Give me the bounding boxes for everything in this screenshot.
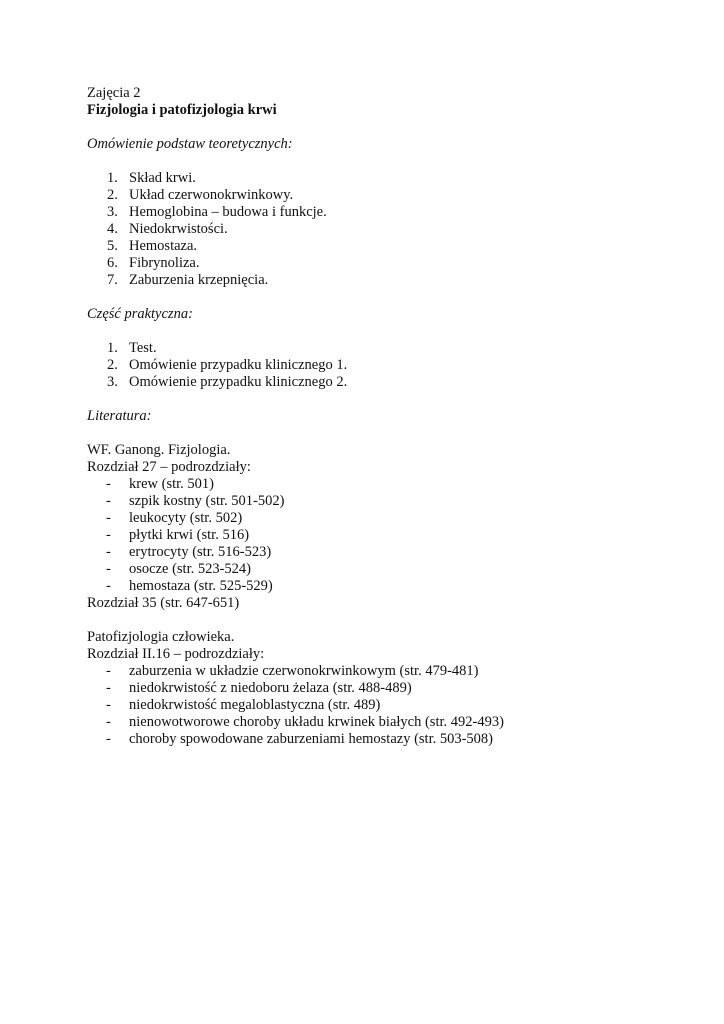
- theory-heading: Omówienie podstaw teoretycznych:: [87, 136, 293, 152]
- list-item-text: płytki krwi (str. 516): [129, 527, 250, 543]
- list-item-text: Niedokrwistości.: [129, 221, 228, 237]
- list-item-text: Test.: [129, 340, 157, 356]
- dash-bullet: -: [106, 680, 111, 696]
- list-item: [87, 255, 687, 272]
- dash-bullet: -: [106, 527, 111, 543]
- literature-heading: Literatura:: [87, 408, 152, 424]
- list-item: [87, 493, 687, 510]
- spacer: [87, 391, 687, 408]
- list-item-text: erytrocyty (str. 516-523): [129, 544, 272, 560]
- list-item-text: Zaburzenia krzepnięcia.: [129, 272, 269, 288]
- book1-subchapter-list: [87, 476, 687, 595]
- list-item: [87, 221, 687, 238]
- spacer: [87, 612, 687, 629]
- list-number: 3.: [107, 204, 118, 220]
- list-number: 2.: [107, 187, 118, 203]
- spacer: [87, 153, 687, 170]
- list-item-text: Skład krwi.: [129, 170, 196, 186]
- list-item-text: Omówienie przypadku klinicznego 1.: [129, 357, 348, 373]
- list-item-text: nienowotworowe choroby układu krwinek białych (str. 492-493): [129, 714, 504, 730]
- list-item: [87, 374, 687, 391]
- list-item-text: hemostaza (str. 525-529): [129, 578, 273, 594]
- list-item: [87, 697, 687, 714]
- dash-bullet: -: [106, 663, 111, 679]
- list-item: [87, 544, 687, 561]
- spacer: [87, 323, 687, 340]
- session-label: Zajęcia 2: [87, 85, 141, 101]
- list-item: [87, 340, 687, 357]
- book-title: Patofizjologia człowieka.: [87, 629, 235, 645]
- list-item-text: zaburzenia w układzie czerwonokrwinkowym (str. 479-481): [129, 663, 479, 679]
- dash-bullet: -: [106, 493, 111, 509]
- book2-subchapter-list: [87, 663, 687, 748]
- list-item: [87, 204, 687, 221]
- list-item: [87, 680, 687, 697]
- book-title: WF. Ganong. Fizjologia.: [87, 442, 231, 458]
- list-item-text: szpik kostny (str. 501-502): [129, 493, 285, 509]
- list-item-text: Omówienie przypadku klinicznego 2.: [129, 374, 348, 390]
- chapter-label: Rozdział 27 – podrozdziały:: [87, 459, 251, 475]
- list-item-text: Hemostaza.: [129, 238, 198, 254]
- list-item: [87, 170, 687, 187]
- list-item-text: leukocyty (str. 502): [129, 510, 243, 526]
- list-number: 6.: [107, 255, 118, 271]
- list-number: 1.: [107, 170, 118, 186]
- document-page: [87, 85, 687, 748]
- chapter-label: Rozdział 35 (str. 647-651): [87, 595, 240, 611]
- list-number: 4.: [107, 221, 118, 237]
- practical-list: [87, 340, 687, 391]
- list-item-text: krew (str. 501): [129, 476, 214, 492]
- list-number: 5.: [107, 238, 118, 254]
- dash-bullet: -: [106, 561, 111, 577]
- list-item: [87, 731, 687, 748]
- list-item: [87, 527, 687, 544]
- spacer: [87, 119, 687, 136]
- chapter-label: Rozdział II.16 – podrozdziały:: [87, 646, 265, 662]
- list-item: [87, 272, 687, 289]
- list-item-text: niedokrwistość z niedoboru żelaza (str. 488-489): [129, 680, 412, 696]
- list-item: [87, 578, 687, 595]
- dash-bullet: -: [106, 544, 111, 560]
- list-item-text: Hemoglobina – budowa i funkcje.: [129, 204, 327, 220]
- spacer: [87, 289, 687, 306]
- practical-heading: Część praktyczna:: [87, 306, 193, 322]
- list-item-text: osocze (str. 523-524): [129, 561, 252, 577]
- list-item: [87, 238, 687, 255]
- dash-bullet: -: [106, 578, 111, 594]
- list-item-text: niedokrwistość megaloblastyczna (str. 489): [129, 697, 381, 713]
- list-item-text: Fibrynoliza.: [129, 255, 200, 271]
- list-item: [87, 510, 687, 527]
- document-title: Fizjologia i patofizjologia krwi: [87, 102, 277, 118]
- dash-bullet: -: [106, 714, 111, 730]
- list-number: 1.: [107, 340, 118, 356]
- spacer: [87, 425, 687, 442]
- list-item: [87, 663, 687, 680]
- list-item: [87, 561, 687, 578]
- list-item: [87, 357, 687, 374]
- dash-bullet: -: [106, 510, 111, 526]
- list-number: 3.: [107, 374, 118, 390]
- dash-bullet: -: [106, 731, 111, 747]
- theory-list: [87, 170, 687, 289]
- list-item-text: Układ czerwonokrwinkowy.: [129, 187, 294, 203]
- list-item: [87, 187, 687, 204]
- list-item: [87, 476, 687, 493]
- dash-bullet: -: [106, 697, 111, 713]
- dash-bullet: -: [106, 476, 111, 492]
- list-item-text: choroby spowodowane zaburzeniami hemostazy (str. 503-508): [129, 731, 494, 747]
- list-number: 2.: [107, 357, 118, 373]
- list-item: [87, 714, 687, 731]
- list-number: 7.: [107, 272, 118, 288]
